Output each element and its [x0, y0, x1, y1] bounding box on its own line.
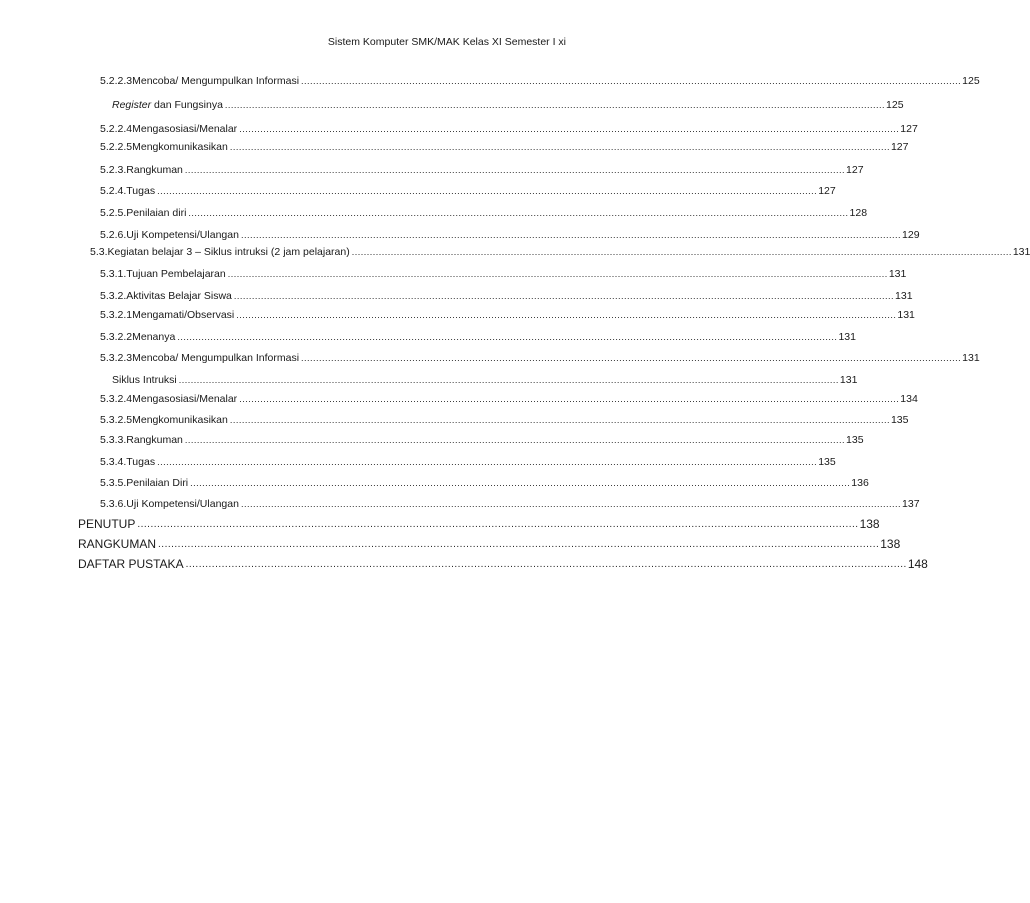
toc-entry-number: 5.3.6. — [100, 498, 127, 510]
toc-entry-page: 135 — [818, 456, 836, 468]
toc-entry[interactable] — [100, 412, 909, 426]
toc-entry-title: Mengasosiasi/Menalar — [132, 393, 238, 405]
toc-entry-title: Uji Kompetensi/Ulangan — [126, 229, 239, 241]
toc-entry-page: 131 — [895, 290, 913, 302]
toc-entry-number: 5.2.2.5 — [100, 141, 133, 153]
toc-entry[interactable] — [100, 139, 909, 153]
toc-leader: ............................................................................................................................................................................................................................ — [184, 435, 846, 445]
toc-entry-page: 129 — [902, 229, 920, 241]
toc-entry-title: Mencoba/ Mengumpulkan Informasi — [132, 352, 300, 364]
toc-entry-title: Mengkomunikasikan — [132, 141, 228, 153]
toc-entry-number: 5.2.3. — [100, 164, 127, 176]
toc-entry-title: Menanya — [132, 331, 176, 343]
toc-entry-page: 127 — [890, 141, 909, 153]
toc-entry[interactable] — [100, 329, 856, 343]
toc-leader: ............................................................................................................................................................................................................................ — [185, 559, 907, 570]
toc-entry-title-italic: Register — [112, 99, 152, 111]
toc-leader: ............................................................................................................................................................................................................................ — [240, 499, 902, 509]
toc-entry-title: DAFTAR PUSTAKA — [78, 557, 184, 571]
toc-entry-title: Penilaian diri — [126, 207, 187, 219]
toc-entry-page: 131 — [962, 352, 980, 364]
toc-entry-number: 5.2.6. — [100, 229, 127, 241]
toc-entry[interactable] — [78, 555, 928, 571]
toc-leader: ............................................................................................................................................................................................................................ — [188, 208, 849, 218]
toc-leader: ............................................................................................................................................................................................................................ — [236, 310, 897, 320]
toc-entry[interactable] — [100, 183, 836, 197]
toc-leader: ............................................................................................................................................................................................................................ — [233, 291, 895, 301]
toc-entry-page: 131 — [897, 309, 915, 321]
toc-entry[interactable] — [100, 266, 907, 280]
toc-entry[interactable] — [100, 121, 918, 135]
toc-entry-page: 135 — [846, 434, 864, 446]
toc-entry[interactable] — [100, 162, 864, 176]
toc-entry-title: Mengamati/Observasi — [132, 309, 235, 321]
toc-leader: ............................................................................................................................................................................................................................ — [239, 124, 900, 134]
toc-entry-number: 5.2.4. — [100, 185, 127, 197]
toc-entry[interactable] — [100, 432, 864, 446]
toc-entry[interactable] — [78, 535, 901, 551]
toc-entry-title: Mengasosiasi/Menalar — [132, 123, 238, 135]
toc-entry-number: 5.2.2.4 — [100, 123, 133, 135]
toc-entry-number: 5.3.2.4 — [100, 393, 133, 405]
toc-entry-page: 131 — [888, 268, 907, 280]
toc-entry-title: PENUTUP — [78, 517, 136, 531]
toc-entry[interactable] — [100, 73, 980, 87]
toc-leader: ............................................................................................................................................................................................................................ — [137, 519, 859, 530]
toc-entry-page: 134 — [900, 393, 918, 405]
toc-entry[interactable] — [100, 350, 980, 364]
running-header: Sistem Komputer SMK/MAK Kelas XI Semester I xi — [327, 36, 566, 48]
toc-entry-number: 5.3.2.5 — [100, 414, 133, 426]
toc-entry-title: Penilaian Diri — [126, 477, 189, 489]
toc-entry[interactable] — [90, 244, 1030, 258]
toc-entry-title — [112, 99, 225, 111]
toc-leader: ............................................................................................................................................................................................................................ — [227, 269, 888, 279]
toc-entry[interactable] — [78, 515, 880, 531]
toc-entry-title: Mencoba/ Mengumpulkan Informasi — [132, 75, 300, 87]
toc-entry-page: 136 — [851, 477, 869, 489]
toc-entry-title: Tujuan Pembelajaran — [126, 268, 226, 280]
toc-entry[interactable] — [100, 307, 915, 321]
toc-entry-title: Uji Kompetensi/Ulangan — [126, 498, 239, 510]
toc-entry-page: 138 — [859, 517, 880, 531]
toc-entry-number: 5.3.4. — [100, 456, 127, 468]
toc-leader: ............................................................................................................................................................................................................................ — [190, 478, 851, 488]
toc-entry-title: Mengkomunikasikan — [132, 414, 228, 426]
toc-entry-number: 5.2.2.3 — [100, 75, 133, 87]
toc-entry-number: 5.3.1. — [100, 268, 127, 280]
toc-leader: ............................................................................................................................................................................................................................ — [158, 539, 880, 550]
toc-entry-number: 5.2.5. — [100, 207, 127, 219]
toc-entry-page: 135 — [890, 414, 909, 426]
toc-leader: ............................................................................................................................................................................................................................ — [351, 247, 1012, 257]
toc-entry-number: 5.3.2.1 — [100, 309, 133, 321]
toc-entry-page: 128 — [849, 207, 868, 219]
toc-entry[interactable] — [100, 475, 869, 489]
toc-leader: ............................................................................................................................................................................................................................ — [229, 142, 890, 152]
toc-entry[interactable] — [100, 454, 836, 468]
toc-entry[interactable] — [112, 372, 858, 386]
toc-entry-page: 131 — [838, 331, 856, 343]
toc-entry-number: 5.3. — [90, 246, 108, 258]
toc-entry[interactable] — [100, 227, 920, 241]
toc-leader: ............................................................................................................................................................................................................................ — [157, 457, 818, 467]
toc-entry-page: 127 — [818, 185, 836, 197]
toc-leader: ............................................................................................................................................................................................................................ — [301, 353, 962, 363]
toc-entry[interactable] — [100, 496, 920, 510]
toc-entry-title: Kegiatan belajar 3 – Siklus intruksi (2 jam pelajaran) — [107, 246, 350, 258]
toc-entry-number: 5.3.2. — [100, 290, 127, 302]
toc-entry[interactable] — [100, 205, 868, 219]
toc-entry-page: 137 — [902, 498, 920, 510]
toc-entry-number: 5.3.5. — [100, 477, 127, 489]
toc-leader: ............................................................................................................................................................................................................................ — [229, 415, 890, 425]
toc-leader: ............................................................................................................................................................................................................................ — [224, 100, 886, 110]
toc-entry-page: 125 — [886, 99, 904, 111]
toc-entry-title: Tugas — [126, 456, 156, 468]
toc-entry[interactable] — [112, 97, 904, 111]
toc-entry-title: Tugas — [126, 185, 156, 197]
toc-leader: ............................................................................................................................................................................................................................ — [184, 165, 846, 175]
toc-leader: ............................................................................................................................................................................................................................ — [177, 332, 838, 342]
toc-entry-page: 131 — [839, 374, 858, 386]
toc-entry[interactable] — [100, 391, 918, 405]
toc-leader: ............................................................................................................................................................................................................................ — [157, 186, 818, 196]
toc-entry-page: 125 — [962, 75, 980, 87]
toc-leader: ............................................................................................................................................................................................................................ — [240, 230, 902, 240]
toc-entry-title: Rangkuman — [126, 164, 183, 176]
toc-entry-title: Siklus Intruksi — [112, 374, 177, 386]
toc-leader: ............................................................................................................................................................................................................................ — [239, 394, 900, 404]
toc-entry-page: 127 — [846, 164, 864, 176]
toc-entry-page: 148 — [907, 557, 928, 571]
toc-entry-title: Rangkuman — [126, 434, 183, 446]
toc-entry-page: 138 — [880, 537, 901, 551]
toc-entry-title: RANGKUMAN — [78, 537, 157, 551]
toc-leader: ............................................................................................................................................................................................................................ — [178, 375, 839, 385]
toc-entry-number: 5.3.2.3 — [100, 352, 133, 364]
toc-entry-title-rest: dan Fungsinya — [151, 99, 223, 111]
toc-entry-number: 5.3.2.2 — [100, 331, 133, 343]
toc-entry[interactable] — [100, 288, 913, 302]
toc-entry-number: 5.3.3. — [100, 434, 127, 446]
toc-leader: ............................................................................................................................................................................................................................ — [301, 76, 962, 86]
toc-entry-title: Aktivitas Belajar Siswa — [126, 290, 232, 302]
toc-entry-page: 127 — [900, 123, 918, 135]
toc-entry-page: 131 — [1012, 246, 1030, 258]
